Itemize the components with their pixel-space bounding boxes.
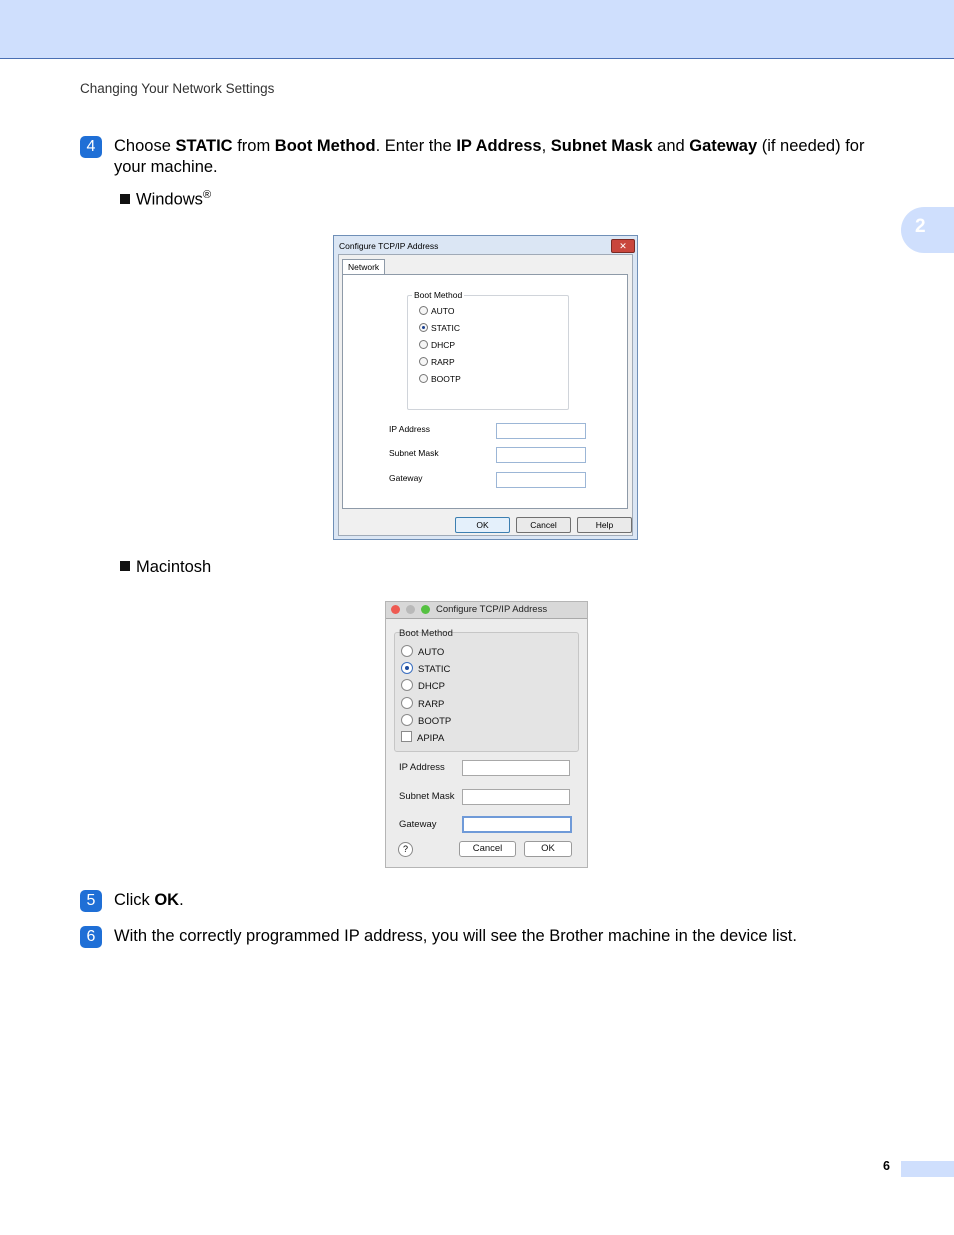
- step-number-5: 5: [80, 890, 102, 912]
- radio-label: BOOTP: [431, 374, 461, 384]
- radio-icon: [419, 306, 428, 315]
- radio-label: DHCP: [431, 340, 456, 350]
- text-bold: STATIC: [175, 137, 233, 155]
- help-icon[interactable]: ?: [398, 842, 413, 857]
- radio-selected-icon: [401, 662, 413, 674]
- boot-method-group: [407, 290, 569, 410]
- radio-auto[interactable]: [419, 306, 454, 316]
- radio-selected-icon: [419, 323, 428, 332]
- help-button[interactable]: Help: [577, 517, 632, 533]
- cancel-button[interactable]: Cancel: [516, 517, 571, 533]
- text-bold: Subnet Mask: [550, 137, 653, 155]
- text-bold: Gateway: [689, 137, 758, 155]
- text-segment: .: [179, 891, 184, 909]
- text-bold: IP Address: [456, 137, 542, 155]
- radio-bootp[interactable]: [401, 714, 451, 727]
- step-number-6: 6: [80, 926, 102, 948]
- bullet-label: Macintosh: [136, 558, 212, 576]
- radio-icon: [401, 714, 413, 726]
- close-icon[interactable]: [391, 605, 400, 614]
- cancel-button[interactable]: Cancel: [459, 841, 516, 857]
- text-segment: and: [652, 137, 690, 155]
- checkbox-icon: [401, 731, 412, 742]
- bullet-square: [120, 561, 130, 571]
- radio-rarp[interactable]: [419, 357, 455, 367]
- step-text-5: [114, 890, 899, 911]
- radio-bootp[interactable]: [419, 374, 461, 384]
- radio-icon: [401, 697, 413, 709]
- gateway-input[interactable]: [462, 816, 572, 833]
- radio-label: AUTO: [418, 647, 445, 658]
- gateway-label: Gateway: [389, 473, 423, 483]
- registered-mark: ®: [202, 189, 212, 201]
- radio-label: AUTO: [431, 306, 455, 316]
- subnet-mask-label: Subnet Mask: [399, 791, 455, 802]
- gateway-input[interactable]: [496, 472, 586, 488]
- subnet-mask-input[interactable]: [496, 447, 586, 463]
- radio-dhcp[interactable]: [419, 340, 455, 350]
- group-label: Boot Method: [399, 628, 453, 639]
- ip-address-label: IP Address: [389, 424, 430, 434]
- running-head: Changing Your Network Settings: [80, 81, 275, 96]
- group-label: Boot Method: [414, 290, 463, 300]
- radio-auto[interactable]: [401, 645, 444, 658]
- dialog-title: Configure TCP/IP Address: [436, 604, 548, 615]
- step-4: [80, 136, 900, 180]
- checkbox-label: APIPA: [417, 733, 445, 744]
- radio-label: RARP: [418, 699, 445, 710]
- subnet-mask-input[interactable]: [462, 789, 570, 805]
- radio-label: DHCP: [418, 681, 445, 692]
- radio-label: RARP: [431, 357, 455, 367]
- title-bar: [386, 602, 587, 619]
- ip-address-label: IP Address: [399, 762, 445, 773]
- text-segment: . Enter the: [375, 137, 457, 155]
- dialog-title: Configure TCP/IP Address: [339, 241, 439, 251]
- radio-label: BOOTP: [418, 716, 452, 727]
- header-band: [0, 0, 954, 59]
- bullet-label: Windows: [136, 190, 203, 209]
- ok-button[interactable]: OK: [524, 841, 572, 857]
- step-text-4: [114, 136, 899, 178]
- footer-bar: [901, 1161, 954, 1177]
- step-5: [80, 890, 900, 914]
- text-segment: Choose: [114, 137, 176, 155]
- radio-static[interactable]: [401, 662, 450, 675]
- step-number-4: 4: [80, 136, 102, 158]
- radio-icon: [401, 679, 413, 691]
- dialog-body: [338, 254, 633, 536]
- subnet-mask-label: Subnet Mask: [389, 448, 439, 458]
- zoom-icon[interactable]: [421, 605, 430, 614]
- bullet-square: [120, 194, 130, 204]
- chapter-tab: [901, 207, 954, 253]
- radio-icon: [419, 357, 428, 366]
- windows-dialog: [333, 235, 638, 540]
- ip-address-input[interactable]: [496, 423, 586, 439]
- mac-dialog: [385, 601, 588, 868]
- radio-rarp[interactable]: [401, 697, 444, 710]
- step-text-6: With the correctly programmed IP address, you will see the Brother machine in the device list.: [114, 927, 797, 945]
- radio-static[interactable]: [419, 323, 460, 333]
- radio-icon: [419, 374, 428, 383]
- network-panel: [342, 274, 628, 509]
- minimize-icon[interactable]: [406, 605, 415, 614]
- bullet-windows: [120, 189, 211, 210]
- step-6: [80, 926, 900, 950]
- text-segment: (if needed) for your machine.: [114, 137, 865, 176]
- text-segment: from: [232, 137, 275, 155]
- text-segment: ,: [541, 137, 551, 155]
- gateway-label: Gateway: [399, 819, 437, 830]
- checkbox-apipa[interactable]: [401, 731, 444, 744]
- ok-button[interactable]: OK: [455, 517, 510, 533]
- text-bold: OK: [154, 891, 180, 909]
- bullet-macintosh: [120, 558, 211, 577]
- ip-address-input[interactable]: [462, 760, 570, 776]
- radio-icon: [401, 645, 413, 657]
- text-bold: Boot Method: [274, 137, 376, 155]
- page-number: 6: [883, 1159, 890, 1173]
- text-segment: Click: [114, 891, 155, 909]
- radio-label: STATIC: [431, 323, 460, 333]
- chapter-number: 2: [915, 216, 926, 237]
- radio-dhcp[interactable]: [401, 679, 445, 692]
- radio-icon: [419, 340, 428, 349]
- radio-label: STATIC: [418, 664, 451, 675]
- close-icon[interactable]: ✕: [611, 239, 635, 253]
- tab-network[interactable]: Network: [342, 259, 385, 274]
